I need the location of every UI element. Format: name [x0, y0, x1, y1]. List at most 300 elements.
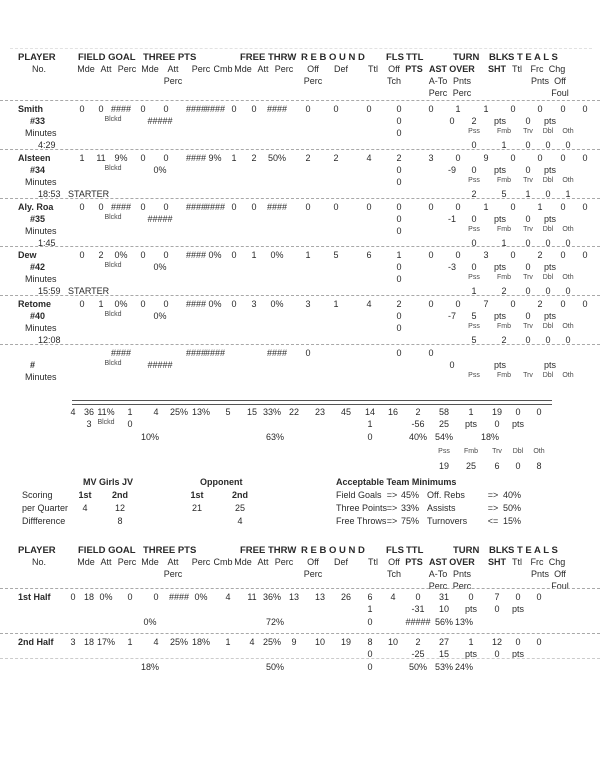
reb-def-total: 23	[314, 407, 326, 417]
steal-pnts-header: Pnts	[530, 76, 550, 86]
steal-points: 0	[525, 214, 531, 224]
steal-off-header: Off	[554, 569, 566, 579]
ft-perc: 25%	[262, 637, 282, 647]
fouls-line3: 0	[396, 226, 402, 236]
to-travel-total: 6	[494, 461, 500, 471]
player-row	[0, 100, 600, 150]
steal-off-header: Off	[554, 76, 566, 86]
points: 4	[390, 592, 396, 602]
fouls-line2-total: 1	[367, 419, 373, 429]
fouls: 2	[396, 299, 402, 309]
ft-att: 2	[251, 153, 257, 163]
ft-perc-header: Perc	[274, 557, 294, 567]
assist-to-ratio: 0	[449, 116, 455, 126]
player-row	[0, 149, 600, 199]
to-pnts-header: Pnts	[452, 569, 472, 579]
tp-att: 0	[163, 153, 169, 163]
minimum-label: Field Goals	[336, 490, 382, 500]
oth-label: Oth	[562, 128, 574, 135]
opp-q2-score: 25	[234, 503, 246, 513]
fg-perc: ####	[110, 348, 132, 358]
steal-ttl-header: Ttl	[512, 557, 522, 567]
steals-frc: 0	[515, 637, 521, 647]
player-name: Alsteen	[18, 153, 51, 163]
half-label: 2nd Half	[18, 637, 54, 647]
fouls-line3-total: 0	[367, 432, 373, 442]
fouls: 1	[396, 250, 402, 260]
assists: 2	[415, 637, 421, 647]
tp-perc-header: Perc	[191, 64, 211, 74]
player-row	[0, 246, 600, 296]
free-throw-header: FREE THRW	[240, 545, 297, 556]
tp-att: 0	[153, 592, 159, 602]
ft-made: 0	[231, 202, 237, 212]
dbl-label: Dbl	[542, 323, 554, 330]
turnover-points: 0	[471, 214, 477, 224]
tp-perc: 25%	[169, 637, 189, 647]
ft-perc: 50%	[267, 153, 287, 163]
turnover-points: 10	[438, 604, 450, 614]
player-number: #40	[30, 311, 46, 321]
fouls: 8	[367, 637, 373, 647]
blocked-label: Blckd	[97, 419, 115, 426]
header-line3	[0, 569, 600, 580]
blocked-label: Blckd	[104, 214, 122, 221]
reb-def: 0	[333, 202, 339, 212]
player-line3	[0, 274, 600, 285]
minutes-label: Minutes	[25, 177, 57, 187]
reb-def: 10	[314, 637, 326, 647]
minimum-row	[0, 503, 600, 516]
steal-perc: 13%	[454, 617, 474, 627]
player-row	[0, 198, 600, 248]
turnover-points: 2	[471, 116, 477, 126]
fouls-line3: 0	[396, 323, 402, 333]
oth-label: Oth	[562, 372, 574, 379]
tp-att: 0	[163, 299, 169, 309]
minimum-operator: =>	[386, 516, 398, 526]
ft-made: 0	[231, 250, 237, 260]
to-double: 0	[545, 189, 551, 199]
steal-points: 0	[525, 165, 531, 175]
half-line3	[0, 662, 600, 673]
points: 0	[428, 348, 434, 358]
turnover-perc: 56%	[434, 617, 454, 627]
fg-att: 11	[96, 153, 106, 163]
minutes-label: Minutes	[25, 128, 57, 138]
fg-att: 18	[83, 592, 95, 602]
totals-line3	[0, 432, 600, 443]
to-travel: 0	[525, 140, 531, 150]
opp-2nd-header: 2nd	[231, 490, 249, 500]
tp-made-line2-total: 0	[127, 419, 133, 429]
fmb-label: Fmb	[497, 128, 511, 135]
turnover-points-total: 25	[438, 419, 450, 429]
fg-made-total: 4	[70, 407, 76, 417]
fg-perc: ####	[110, 202, 132, 212]
player-line1	[0, 202, 600, 213]
team-difference: 8	[117, 516, 123, 526]
tp-att: 4	[153, 637, 159, 647]
fmb-label: Fmb	[497, 323, 511, 330]
blocked-count-total: 3	[86, 419, 92, 429]
to-travel: 0	[525, 335, 531, 345]
free-throw-header: FREE THRW	[240, 52, 297, 63]
steals-chg: 0	[582, 153, 588, 163]
oth-label: Oth	[562, 226, 574, 233]
faint-gridline	[10, 48, 592, 49]
half-line3	[0, 617, 600, 628]
turnovers-total: 58	[438, 407, 450, 417]
fouls-line3: 0	[367, 662, 373, 672]
foul-off-header: Off	[388, 557, 400, 567]
trv-label: Trv	[523, 372, 533, 379]
minimum-label-2: Turnovers	[427, 516, 468, 526]
fg-perc: 9%	[114, 153, 128, 163]
ft-perc: ####	[266, 104, 288, 114]
assist-to-ratio: 0	[449, 360, 455, 370]
tp-made-header: Mde	[141, 64, 159, 74]
half-row	[0, 633, 600, 679]
block-header: BLK	[489, 52, 509, 63]
minimum-value: 45%	[400, 490, 420, 500]
steals-frc: 0	[560, 104, 566, 114]
header-line1	[0, 545, 600, 556]
tp-att-perc: #####	[147, 214, 173, 224]
pss-label: Pss	[468, 177, 480, 184]
assists: 0	[455, 250, 461, 260]
pts-label: pts	[511, 604, 525, 614]
steals-chg-total: 0	[536, 407, 542, 417]
assist-to-header: A-To	[428, 76, 448, 86]
table-header	[0, 545, 600, 594]
to-travel: 0	[525, 238, 531, 248]
opp-q1-score: 21	[191, 503, 203, 513]
to-travel: 0	[525, 286, 531, 296]
fmb-label: Fmb	[497, 177, 511, 184]
tp-att-perc: 0%	[143, 617, 157, 627]
assist-to-ratio: -1	[447, 214, 457, 224]
player-line1	[0, 299, 600, 310]
ft-made: 1	[225, 637, 231, 647]
combined-perc: ####	[204, 202, 226, 212]
player-line2	[0, 116, 600, 127]
fouls-line3: 0	[396, 177, 402, 187]
reb-ttl: 19	[340, 637, 352, 647]
steal-perc: 24%	[454, 662, 474, 672]
steals-frc-total: 0	[515, 407, 521, 417]
steal-points: 0	[494, 649, 500, 659]
fg-perc: 0%	[99, 592, 113, 602]
ft-made-header: Mde	[234, 557, 252, 567]
starter-label: STARTER	[68, 189, 110, 199]
blocked-label: Blckd	[104, 116, 122, 123]
ft-att-header: Att	[257, 64, 269, 74]
trv-label: Trv	[523, 274, 533, 281]
assist-perc: 50%	[408, 662, 428, 672]
assist-to-ratio: -3	[447, 262, 457, 272]
combined-header: Cmb	[213, 557, 233, 567]
combined-perc: 18%	[191, 637, 211, 647]
turnovers: 3	[483, 250, 489, 260]
assist-perc-header: Perc	[428, 581, 448, 591]
minimum-row	[0, 516, 600, 529]
to-fumble-total: 25	[465, 461, 477, 471]
to-perc-header: Perc	[452, 581, 472, 591]
reb-ttl-total: 45	[340, 407, 352, 417]
pts-label: pts	[493, 214, 507, 224]
to-fumble: 1	[501, 238, 507, 248]
ft-made-header: Mde	[234, 64, 252, 74]
fmb-label: Fmb	[464, 448, 478, 455]
blocked-shots: 0	[510, 250, 516, 260]
player-line3	[0, 128, 600, 139]
fg-perc: 0%	[114, 299, 128, 309]
fg-perc-header: Perc	[117, 64, 137, 74]
tp-att-perc: 18%	[140, 662, 160, 672]
reb-def: 13	[314, 592, 326, 602]
difference-label: Diffference	[22, 516, 66, 526]
to-fumble: 1	[501, 140, 507, 150]
oth-label: Oth	[533, 448, 545, 455]
fg-perc: 17%	[96, 637, 116, 647]
tp-made: 0	[127, 592, 133, 602]
foul-tch-header: Tch	[386, 569, 402, 579]
fg-att: 0	[98, 202, 104, 212]
reb-off: 9	[291, 637, 297, 647]
turnover-points: 0	[471, 165, 477, 175]
reb-off-total: 22	[288, 407, 300, 417]
pts-label: pts	[543, 262, 557, 272]
to-pass: 0	[471, 140, 477, 150]
points: 0	[428, 104, 434, 114]
minimum-operator: =>	[386, 490, 398, 500]
tp-att-perc-total: 10%	[140, 432, 160, 442]
steal-chg-header: Chg	[548, 557, 566, 567]
reb-perc: 72%	[265, 617, 285, 627]
trv-label: Trv	[523, 177, 533, 184]
minimum-value-2: 15%	[502, 516, 522, 526]
tp-att: 0	[163, 104, 169, 114]
tp-perc: ####	[185, 250, 207, 260]
points: 0	[428, 250, 434, 260]
scoring-label: Scoring	[22, 490, 53, 500]
player-number: #35	[30, 214, 46, 224]
dbl-label: Dbl	[542, 274, 554, 281]
tp-made: 0	[140, 202, 146, 212]
dbl-label: Dbl	[542, 128, 554, 135]
assists: 0	[455, 153, 461, 163]
dbl-label: Dbl	[542, 372, 554, 379]
fouls-total: 14	[364, 407, 376, 417]
fmb-label: Fmb	[497, 372, 511, 379]
minutes-value: 15:59	[38, 286, 61, 296]
to-perc-header: Perc	[452, 88, 472, 98]
turnover-header: TURN	[453, 545, 480, 556]
half-line1	[0, 592, 600, 603]
half-line1	[0, 637, 600, 648]
pts-label: pts	[543, 165, 557, 175]
assist-to-ratio: -31	[411, 604, 425, 614]
half-row	[0, 588, 600, 634]
assist-perc: #####	[405, 617, 431, 627]
ft-att-total: 15	[246, 407, 258, 417]
fouls-line2: 0	[396, 262, 402, 272]
reb-def: 0	[333, 104, 339, 114]
oth-label: Oth	[562, 323, 574, 330]
rebound-header: R E B O U N D	[301, 52, 365, 63]
blocks-total: 1	[468, 407, 474, 417]
fg-made: 1	[79, 153, 85, 163]
tp-att: 0	[163, 202, 169, 212]
to-other: 0	[565, 286, 571, 296]
tp-att-total: 4	[153, 407, 159, 417]
steal-points: 0	[525, 116, 531, 126]
team-1st-header: 1st	[78, 490, 92, 500]
tp-att-perc: 0%	[153, 262, 167, 272]
steals-ttl-total: 19	[491, 407, 503, 417]
combined-perc-total: 13%	[191, 407, 211, 417]
to-double: 0	[545, 286, 551, 296]
minutes-label: Minutes	[25, 323, 57, 333]
reb-def: 1	[333, 299, 339, 309]
tp-perc: ####	[185, 299, 207, 309]
ft-made: 4	[225, 592, 231, 602]
header-line3	[0, 76, 600, 87]
turnovers: 9	[483, 153, 489, 163]
fg-att: 18	[83, 637, 95, 647]
to-other: 0	[565, 140, 571, 150]
player-line1	[0, 348, 600, 359]
reb-def-header: Def	[333, 557, 349, 567]
combined-perc: 0%	[208, 299, 222, 309]
ft-perc-total: 33%	[262, 407, 282, 417]
assists-total: 2	[415, 407, 421, 417]
foul-tch-header: Tch	[386, 76, 402, 86]
fg-made-header: Mde	[77, 557, 95, 567]
tp-perc: ####	[185, 348, 207, 358]
minutes-label: Minutes	[25, 274, 57, 284]
points-total: 16	[387, 407, 399, 417]
minimum-operator-2: =>	[487, 503, 499, 513]
turnover-points: 15	[438, 649, 450, 659]
combined-perc: 0%	[194, 592, 208, 602]
minutes-label: Minutes	[25, 226, 57, 236]
assists: 0	[455, 202, 461, 212]
tp-made: 0	[140, 250, 146, 260]
assist-perc-header: Perc	[428, 88, 448, 98]
trv-label: Trv	[492, 448, 502, 455]
fg-made: 0	[79, 104, 85, 114]
combined-perc: ####	[204, 348, 226, 358]
to-fumble: 2	[501, 286, 507, 296]
steal-ttl-header: Ttl	[512, 64, 522, 74]
fouls-line2: 0	[396, 214, 402, 224]
fouls: 0	[396, 202, 402, 212]
tp-perc: ####	[185, 153, 207, 163]
steals-ttl: 7	[494, 592, 500, 602]
turnovers: 7	[483, 299, 489, 309]
tp-perc-header: Perc	[191, 557, 211, 567]
fg-made: 0	[70, 592, 76, 602]
half-line2	[0, 604, 600, 615]
trv-label: Trv	[523, 226, 533, 233]
reb-ttl: 26	[340, 592, 352, 602]
pts-label: pts	[511, 419, 525, 429]
steals-chg: 0	[536, 592, 542, 602]
minimum-row	[0, 490, 600, 503]
reb-ttl: 4	[366, 153, 372, 163]
points-header: PTS	[405, 557, 423, 567]
blocked-shots: 0	[510, 153, 516, 163]
fg-att: 0	[98, 104, 104, 114]
ft-made: 0	[231, 104, 237, 114]
team-name: MV Girls JV	[83, 477, 134, 487]
shot-header: SHT	[488, 557, 506, 567]
minimum-value: 33%	[400, 503, 420, 513]
fouls-line2: 0	[396, 165, 402, 175]
pss-label: Pss	[468, 128, 480, 135]
player-name: Dew	[18, 250, 37, 260]
reb-perc: 50%	[265, 662, 285, 672]
block-header: BLK	[489, 545, 509, 556]
player-line2	[0, 214, 600, 225]
table-header	[0, 52, 600, 101]
to-pass: 0	[471, 238, 477, 248]
player-header: PLAYER	[18, 545, 56, 556]
reb-def: 5	[333, 250, 339, 260]
field-goal-header: FIELD GOAL	[78, 52, 136, 63]
reb-off: 0	[305, 202, 311, 212]
steals-ttl: 2	[537, 299, 543, 309]
blocked-label: Blckd	[104, 311, 122, 318]
dbl-label: Dbl	[542, 226, 554, 233]
tp-perc: ####	[168, 592, 190, 602]
tp-perc-total: 25%	[169, 407, 189, 417]
turnover-header: TURN	[453, 52, 480, 63]
assist-to-total: -56	[411, 419, 425, 429]
bottom-gridline	[0, 658, 600, 659]
turnover-points: 0	[471, 262, 477, 272]
player-line2	[0, 360, 600, 371]
player-number: #33	[30, 116, 46, 126]
turnovers: 1	[483, 202, 489, 212]
steals-frc: 0	[560, 299, 566, 309]
ft-made: 1	[231, 153, 237, 163]
fouls-line3: 0	[396, 274, 402, 284]
reb-ttl-header: Ttl	[368, 557, 378, 567]
steal-points: 0	[494, 604, 500, 614]
tp-attperc-header: Perc	[163, 569, 183, 579]
blocked-shots: 0	[468, 592, 474, 602]
steals-ttl: 0	[537, 104, 543, 114]
header-line1	[0, 52, 600, 63]
ft-perc: 0%	[270, 250, 284, 260]
fg-made: 0	[79, 250, 85, 260]
assists: 1	[455, 104, 461, 114]
reb-off: 3	[305, 299, 311, 309]
assists: 0	[415, 592, 421, 602]
fouls-line2: 1	[367, 604, 373, 614]
assist-to-ratio: -25	[411, 649, 425, 659]
fouls-header: FLS	[386, 52, 404, 63]
to-other: 0	[565, 335, 571, 345]
tp-made: 0	[140, 153, 146, 163]
reb-ttl-header: Ttl	[368, 64, 378, 74]
points: 10	[387, 637, 399, 647]
trv-label: Trv	[523, 128, 533, 135]
minimum-value: 75%	[400, 516, 420, 526]
